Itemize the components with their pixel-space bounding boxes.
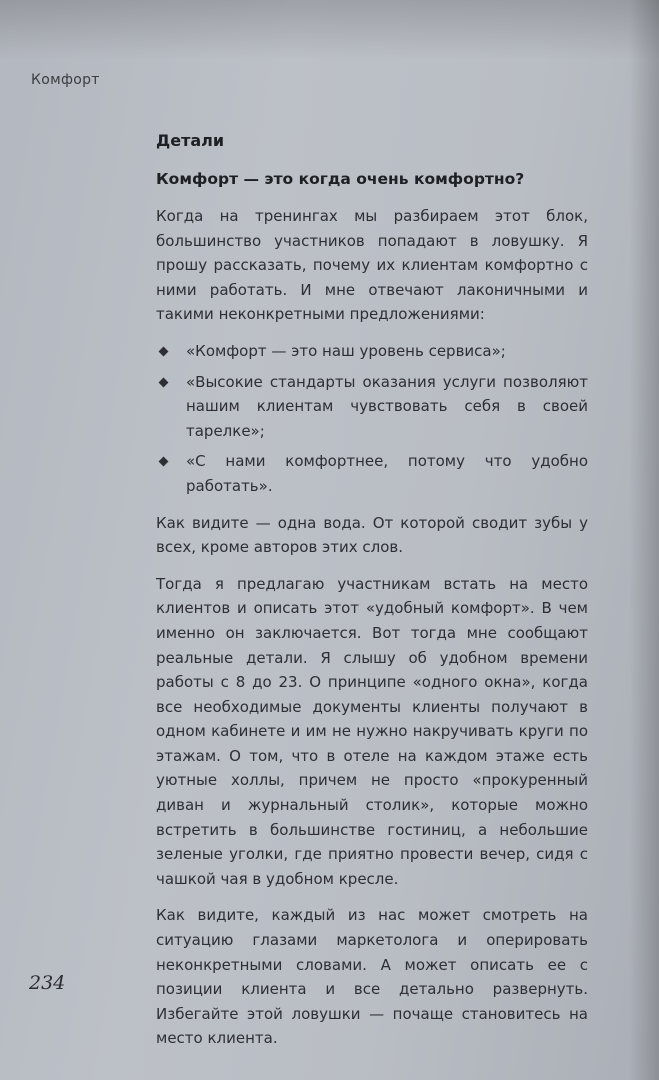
paragraph-intro: Когда на тренингах мы разбираем этот блок, большинство участников попадают в ловушку. Я прошу рассказать, почему их клиентам комфортно с ними работать. И мне отвечают лаконичными и такими неконкретными предложениями: xyxy=(156,207,588,324)
bullet-text: «Комфорт — это наш уровень сервиса»; xyxy=(186,341,506,360)
section-title: Детали xyxy=(156,131,225,150)
bullet-item xyxy=(156,339,588,364)
bullet-text: «Высокие стандарты оказания услуги позволяют нашим клиентам чувствовать себя в своей тарелке»; xyxy=(186,372,588,440)
subheading: Комфорт — это когда очень комфортно? xyxy=(156,170,525,188)
page-content xyxy=(156,130,588,1063)
diamond-bullet-icon xyxy=(159,347,169,357)
bullet-item xyxy=(156,370,588,444)
bullet-text: «С нами комфортнее, потому что удобно работать». xyxy=(186,452,588,495)
page-number: 234 xyxy=(29,972,66,994)
paragraph-water: Как видите — одна вода. От которой сводит зубы у всех, кроме авторов этих слов. xyxy=(156,513,588,557)
paragraph-details: Тогда я предлагаю участникам встать на место клиентов и описать этот «удобный комфорт». В чем именно он заключается. Вот тогда мне сообщают реальные детали. Я слышу об удобном времени работы с 8 до 23. О принципе «одного окна», когда все необходимые документы клиенты получают в одном кабинете и им не нужно накручивать круги по этажам. О том, что в отеле на каждом этаже есть уютные холлы, причем не просто «прокуренный диван и журнальный столик», которые можно встретить в большинстве гостиниц, а небольшие зеленые уголки, где приятно провести вечер, сидя с чашкой чая в удобном кресле. xyxy=(156,574,588,888)
diamond-bullet-icon xyxy=(159,377,169,387)
paragraph-conclusion: Как видите, каждый из нас может смотреть на ситуацию глазами маркетолога и оперировать неконкретными словами. А может описать ее с позиции клиента и все детально развернуть. Избегайте этой ловушки — почаще становитесь на место клиента. xyxy=(156,906,588,1048)
diamond-bullet-icon xyxy=(159,457,169,467)
bullet-item xyxy=(156,449,588,498)
running-head: Комфорт xyxy=(31,72,100,88)
bullet-list xyxy=(156,339,588,499)
